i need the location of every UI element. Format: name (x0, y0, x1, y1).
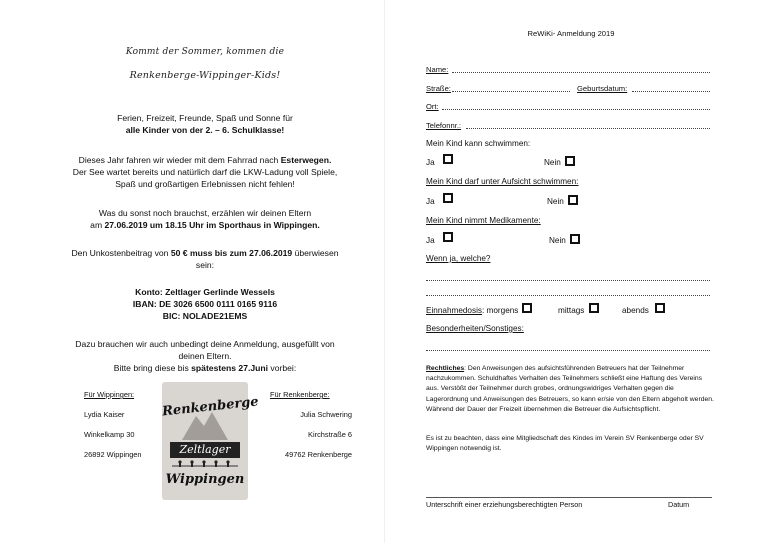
trip-destination: Esterwegen. (280, 155, 332, 165)
fee-line-1-post: überwiesen (292, 248, 339, 258)
legal-label: Rechtliches (426, 365, 465, 372)
bank-iban: IBAN: DE 3026 6500 0111 0165 9116 (132, 299, 278, 309)
question-can-swim: Mein Kind kann schwimmen: (426, 139, 531, 148)
trip-line-3: Spaß und großartigen Erlebnissen nicht fehlen! (115, 179, 295, 189)
can-swim-no-label: Nein (544, 158, 561, 167)
address-wippingen-city: 26892 Wippingen (84, 450, 142, 459)
greeting-line-2: Renkenberge-Wippinger-Kids! (129, 70, 281, 81)
street-label: Straße: (426, 84, 451, 93)
medication-yes-checkbox[interactable] (443, 232, 453, 242)
legal-text: : Den Anweisungen des aufsichtsführenden Betreuers hat der Teilnehmer nachzukommen. Schuldhaftes Verhalten des Teilnehmers schließt eine Haftung des Vereins aus. Verstößt der Teilnehmer durch grobes, ordnungswidriges Verhalten gegen die Lagerordnung und Anweisungen des Betreuers, so kann er/sie von den Eltern abgeholt werden. Während der Dauer der Freizeit übernehmen die Betreuer die Aufsichtspflicht. (426, 365, 714, 413)
fee-line-1 (40, 247, 370, 259)
name-label: Name: (426, 65, 449, 74)
street-field[interactable] (452, 91, 570, 92)
trip-line-1 (40, 154, 370, 166)
address-renkenberge-street: Kirchstraße 6 (308, 430, 352, 439)
registration-line-1: Dazu brauchen wir auch unbedingt deine Anmeldung, ausgefüllt von (75, 339, 335, 349)
fee-line-2: sein: (195, 260, 215, 270)
membership-note: Es ist zu beachten, dass eine Mitgliedschaft des Kindes im Verein SV Renkenberge oder SV Wippingen notwendig ist. (426, 435, 704, 453)
supervised-swim-yes-checkbox[interactable] (443, 193, 453, 203)
can-swim-yes-checkbox[interactable] (443, 154, 453, 164)
fee-paragraph (40, 247, 370, 271)
address-renkenberge-name: Julia Schwering (300, 410, 352, 419)
can-swim-yes-label: Ja (426, 158, 435, 167)
address-wippingen-name: Lydia Kaiser (84, 410, 125, 419)
date-label: Datum (668, 500, 690, 509)
dosage-row (426, 306, 518, 315)
address-wippingen-street: Winkelkamp 30 (84, 430, 135, 439)
fee-line-1-pre: Den Unkostenbeitrag von (71, 248, 171, 258)
supervised-swim-no-label: Nein (547, 197, 564, 206)
trip-line-1-text: Dieses Jahr fahren wir wieder mit dem Fahrrad nach (78, 155, 281, 165)
bank-bic: BIC: NOLADE21EMS (162, 311, 248, 321)
phone-label: Telefonnr.: (426, 121, 462, 130)
address-renkenberge (262, 390, 352, 459)
question-which-medication: Wenn ja, welche? (426, 254, 491, 263)
dosage-noon-label: mittags (558, 306, 585, 315)
bank-account: Konto: Zeltlager Gerlinde Wessels (135, 287, 275, 297)
dosage-evening-label: abends (622, 306, 649, 315)
form-title: ReWiKi- Anmeldung 2019 (527, 29, 615, 38)
place-field[interactable] (442, 109, 710, 110)
trip-line-2: Der See wartet bereits und natürlich darf die LKW-Ladung voll Spiele, (72, 167, 338, 177)
question-supervised-swim: Mein Kind darf unter Aufsicht schwimmen: (426, 177, 579, 186)
meeting-line-2-text: am (90, 220, 105, 230)
question-medication: Mein Kind nimmt Medikamente: (426, 216, 541, 225)
medication-field-2[interactable] (426, 295, 710, 296)
legal-paragraph (426, 364, 716, 415)
dosage-morning-checkbox[interactable] (522, 303, 532, 313)
medication-yes-label: Ja (426, 236, 435, 245)
meeting-date: 27.06.2019 um 18.15 Uhr im Sporthaus in Wippingen. (104, 220, 320, 230)
logo-band-text: Zeltlager (170, 442, 240, 458)
registration-line-3 (40, 362, 370, 374)
address-wippingen (84, 390, 164, 459)
dosage-label: Einnahmedosis (426, 306, 482, 315)
registration-deadline: spätestens 27.Juni (191, 363, 269, 373)
greeting-line-1: Kommt der Sommer, kommen die (125, 47, 285, 57)
logo-text-top: Renkenberge (161, 394, 260, 420)
medication-no-label: Nein (549, 236, 566, 245)
place-label: Ort: (426, 102, 439, 111)
name-field[interactable] (452, 72, 710, 73)
intro-paragraph (40, 112, 370, 136)
bank-details (40, 286, 370, 322)
birthdate-field[interactable] (632, 91, 710, 92)
phone-field[interactable] (466, 128, 710, 129)
special-notes-label: Besonderheiten/Sonstiges: (426, 324, 524, 333)
dosage-evening-checkbox[interactable] (655, 303, 665, 313)
logo-text-bottom: Wippingen (165, 472, 245, 487)
supervised-swim-yes-label: Ja (426, 197, 435, 206)
meeting-paragraph (40, 207, 370, 231)
address-renkenberge-city: 49762 Renkenberge (285, 450, 352, 459)
dosage-morning-label: : morgens (481, 306, 519, 315)
can-swim-no-checkbox[interactable] (565, 156, 575, 166)
registration-paragraph (40, 338, 370, 374)
intro-line-1: Ferien, Freizeit, Freunde, Spaß und Sonne für (117, 113, 293, 123)
dosage-noon-checkbox[interactable] (589, 303, 599, 313)
address-renkenberge-heading: Für Renkenberge: (270, 390, 330, 399)
fee-amount: 50 € muss bis zum 27.06.2019 (170, 248, 293, 258)
special-notes-field[interactable] (426, 350, 710, 351)
signature-label: Unterschrift einer erziehungsberechtigten Person (426, 500, 583, 509)
registration-line-2: deinen Eltern. (178, 351, 232, 361)
registration-line-3-post: vorbei: (268, 363, 297, 373)
zeltlager-logo (161, 382, 260, 500)
page-divider (384, 0, 385, 543)
supervised-swim-no-checkbox[interactable] (568, 195, 578, 205)
registration-line-3-pre: Bitte bring diese bis (113, 363, 192, 373)
trip-paragraph (40, 154, 370, 190)
birthdate-label: Geburtsdatum: (577, 84, 628, 93)
medication-no-checkbox[interactable] (570, 234, 580, 244)
meeting-line-2 (40, 219, 370, 231)
medication-field-1[interactable] (426, 280, 710, 281)
signature-line[interactable] (426, 497, 712, 498)
intro-line-2: alle Kinder von der 2. – 6. Schulklasse! (125, 125, 285, 135)
address-wippingen-heading: Für Wippingen: (84, 390, 135, 399)
meeting-line-1: Was du sonst noch brauchst, erzählen wir deinen Eltern (98, 208, 312, 218)
